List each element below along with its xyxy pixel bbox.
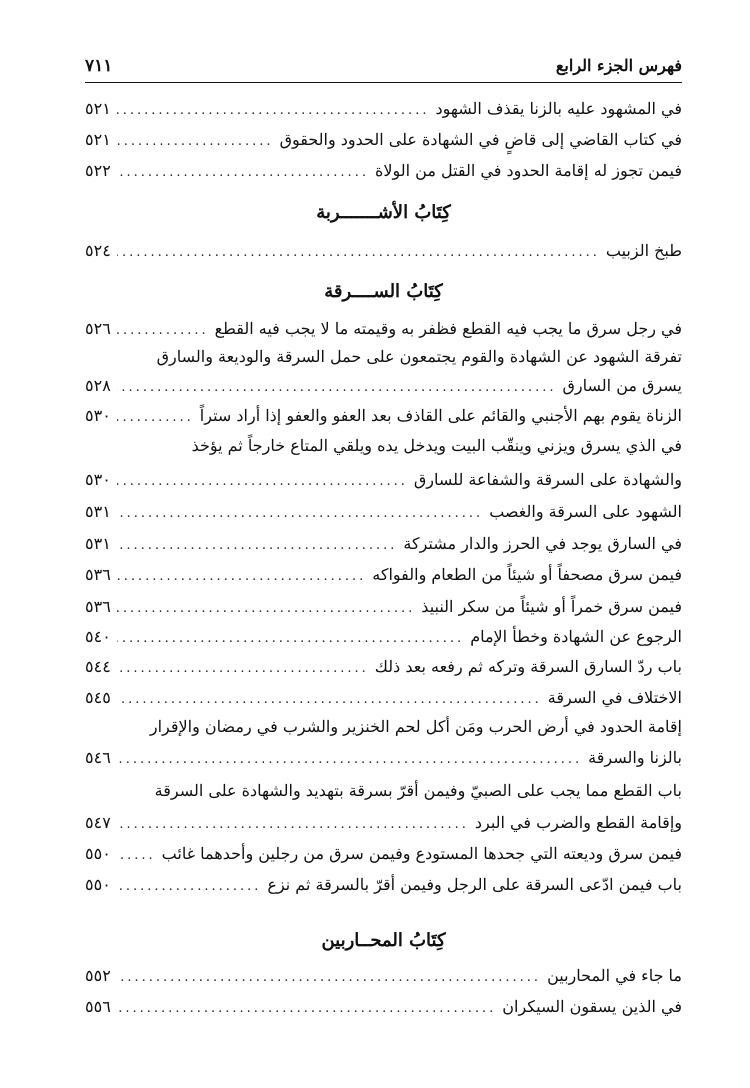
running-title: فهرس الجزء الرابع <box>555 56 682 75</box>
index-entry-line: في الذي يسرق ويزني وينقّب البيت ويدخل يده ويلقي المتاع خارجاً ثم يؤخذ <box>191 436 682 455</box>
index-entry: طبخ الزبيب ..... ٥٢٤ <box>85 240 682 264</box>
index-entry: فيمن تجوز له إقامة الحدود في القتل من الولاة ..... ٥٢٢ <box>85 160 682 184</box>
index-entry: وإقامة القطع والضرب في البرد ..... ٥٤٧ <box>85 812 682 836</box>
header-rule <box>85 82 682 83</box>
index-entry: في كتاب القاضي إلى قاضٍ في الشهادة على الحدود والحقوق ..... ٥٢١ <box>85 129 682 153</box>
index-entry: الشهود على السرقة والغصب ..... ٥٣١ <box>85 501 682 525</box>
section-heading: كِتَابُ الأشـــــــربة <box>316 202 451 223</box>
index-entry: الرجوع عن الشهادة وخطأ الإمام ..... ٥٤٠ <box>85 626 682 650</box>
page-number: ٧١١ <box>85 56 113 76</box>
index-entry-line: تفرقة الشهود عن الشهادة والقوم يجتمعون على حمل السرقة والوديعة والسارق <box>156 347 682 366</box>
index-entry-line: باب القطع مما يجب على الصبيّ وفيمن أقرّ بسرقة بتهديد والشهادة على السرقة <box>154 781 682 800</box>
index-entry: في المشهود عليه بالزنا يقذف الشهود ..... ٥٢١ <box>85 98 682 122</box>
index-entry: والشهادة على السرقة والشفاعة للسارق ..... ٥٣٠ <box>85 469 682 493</box>
index-entry: ما جاء في المحاربين ..... ٥٥٢ <box>85 965 682 989</box>
index-entry: في رجل سرق ما يجب فيه القطع فظفر به وقيمته ما لا يجب فيه القطع ..... ٥٢٦ <box>85 318 682 342</box>
index-entry: فيمن سرق وديعته التي جحدها المستودع وفيمن سرق من رجلين وأحدهما غائب ..... ٥٥٠ <box>85 843 682 867</box>
page-header <box>85 52 682 80</box>
index-entry-line: إقامة الحدود في أرض الحرب ومَن أكل لحم الخنزير والشرب في رمضان والإقرار <box>149 717 682 736</box>
index-entry: الاختلاف في السرقة ..... ٥٤٥ <box>85 687 682 711</box>
index-entry: يسرق من السارق ..... ٥٢٨ <box>85 375 682 399</box>
index-entry: فيمن سرق مصحفاً أو شيئاً من الطعام والفواكه ..... ٥٣٦ <box>85 564 682 588</box>
index-entry: في الذين يسقون السيكران ..... ٥٥٦ <box>85 996 682 1020</box>
index-entry: الزناة يقوم بهم الأجنبي والقائم على القاذف بعد العفو والعفو إذا أراد ستراً ..... ٥٣٠ <box>85 405 682 429</box>
index-entry: في السارق يوجد في الحرز والدار مشتركة ..... ٥٣١ <box>85 533 682 557</box>
section-heading: كِتَابُ المحــاربين <box>321 930 446 951</box>
index-entry: بالزنا والسرقة ..... ٥٤٦ <box>85 747 682 771</box>
section-heading: كِتَابُ الســــرقة <box>324 281 443 302</box>
index-entry: فيمن سرق خمراً أو شيئاً من سكر النبيذ ..... ٥٣٦ <box>85 596 682 620</box>
index-entry: باب ردّ السارق السرقة وتركه ثم رفعه بعد ذلك ..... ٥٤٤ <box>85 656 682 680</box>
index-entry: باب فيمن ادّعى السرقة على الرجل وفيمن أقرّ بالسرقة ثم نزع ..... ٥٥٠ <box>85 874 682 898</box>
